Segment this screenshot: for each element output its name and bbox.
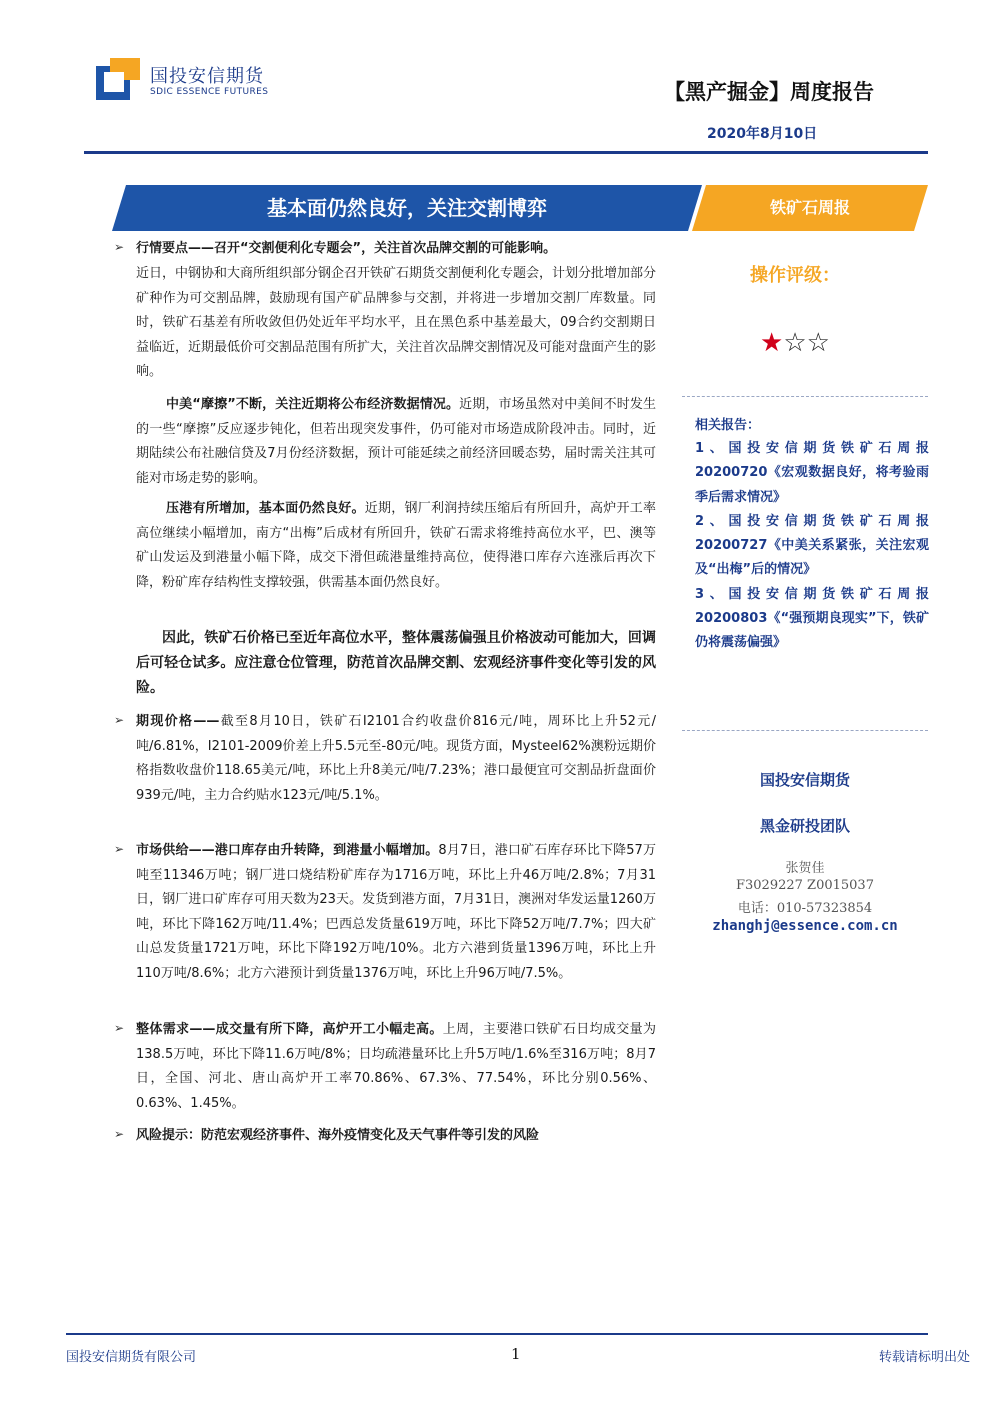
- bullet-arrow-icon: ➢: [114, 713, 125, 727]
- related-report-item: 1、国投安信期货铁矿石周报20200720《宏观数据良好，将考验雨季后需求情况》: [695, 441, 929, 505]
- analyst-email[interactable]: zhanghj@essence.com.cn: [712, 918, 898, 934]
- headline: 基本面仍然良好，关注交割博弈: [267, 196, 547, 220]
- bullet-arrow-icon: ➢: [114, 1127, 125, 1141]
- sidebar-divider: [682, 396, 928, 397]
- rating-stars: [760, 328, 830, 358]
- footer-notice: 转载请标明出处: [878, 1350, 970, 1365]
- contact-company: 国投安信期货: [759, 771, 850, 789]
- related-report-item: 2、国投安信期货铁矿石周报20200727《中美关系紧张，关注宏观及“出梅”后的情况》: [695, 513, 929, 578]
- section-fundamentals: 压港有所增加，基本面仍然良好。近期，钢厂利润持续压缩后有所回升，高炉开工率高位继续小幅增加，南方“出梅”后成材有所回升，铁矿石需求将维持高位水平，巴、澳等矿山发运及到港量小幅下降，成交下滑但疏港量维持高位，使得港口库存六连涨后再次下降，粉矿库存结构性支撑较强，供需基本面仍然良好。: [136, 501, 656, 590]
- section-risk: 风险提示：防范宏观经济事件、海外疫情变化及天气事件等引发的风险: [136, 1128, 540, 1143]
- related-reports-title: 相关报告：: [695, 418, 761, 433]
- section-demand: 整体需求——成交量有所下降，高炉开工小幅走高。上周，主要港口铁矿石日均成交量为138.5万吨，环比下降11.6万吨/8%；日均疏港量环比上升5万吨/1.6%至316万吨；8月7日，全国、河北、唐山高炉开工率70.86%、67.3%、77.54%，环比分别0.56%、0.63%、1.45%。: [136, 1022, 656, 1111]
- bullet-arrow-icon: ➢: [114, 1021, 125, 1035]
- report-title: 【黑产掘金】周度报告: [664, 80, 874, 104]
- section-supply: 市场供给——港口库存由升转降，到港量小幅增加。8月7日，港口矿石库存环比下降57万吨至11346万吨；钢厂进口烧结粉矿库存为1716万吨，环比上升46万吨/2.8%；7月31日，钢厂进口矿库存可用天数为23天。发货到港方面，7月31日，澳洲对华发运量1260万吨，环比下降162万吨/11.4%；巴西总发货量619万吨，环比下降52万吨/7.7%；四大矿山总发货量1721万吨，环比下降192万吨/10%。北方六港到货量1396万吨，环比上升110万吨/8.6%；北方六港预计到货量1376万吨，环比上升96万吨/7.5%。: [136, 843, 656, 981]
- star-empty-icon: ☆: [806, 328, 830, 358]
- star-empty-icon: ☆: [783, 328, 807, 358]
- related-report-item: 3、国投安信期货铁矿石周报20200803《“强预期良现实”下，铁矿仍将震荡偏强》: [695, 586, 929, 651]
- category-label: 铁矿石周报: [769, 198, 850, 217]
- contact-team: 黑金研投团队: [759, 817, 850, 835]
- bullet-arrow-icon: ➢: [114, 842, 125, 856]
- footer-company: 国投安信期货有限公司: [66, 1350, 197, 1365]
- logo-mark-icon: [96, 56, 142, 102]
- report-date: 2020年8月10日: [707, 126, 818, 142]
- company-logo: [96, 56, 296, 106]
- related-reports-list: [695, 437, 929, 656]
- logo-text-cn: 国投安信期货: [150, 66, 264, 87]
- section-market-highlights-title: 行情要点——召开“交割便利化专题会”，关注首次品牌交割的可能影响。: [136, 241, 557, 256]
- section-market-highlights-body: 近日，中钢协和大商所组织部分钢企召开铁矿石期货交割便利化专题会，计划分批增加部分矿种作为可交割品牌，鼓励现有国产矿品牌参与交割，并将进一步增加交割厂库数量。同时，铁矿石基差有所收敛但仍处近年平均水平，且在黑色系中基差最大，09合约交割期日益临近，近期最低价可交割品范围有所扩大，关注首次品牌交割情况及可能对盘面产生的影响。: [136, 266, 657, 379]
- footer-divider: [66, 1333, 928, 1335]
- sidebar-divider: [682, 730, 928, 731]
- rating-label: 操作评级：: [750, 265, 840, 286]
- section-prices: 期现价格——截至8月10日，铁矿石I2101合约收盘价816元/吨，周环比上升52元/吨/6.81%，I2101-2009价差上升5.5元至-80元/吨。现货方面，Mysteel62%澳粉远期价格指数收盘价118.65美元/吨，环比上升8美元/吨/7.23%；港口最便宜可交割品折盘面价939元/吨，主力合约贴水123元/吨/5.1%。: [136, 714, 656, 803]
- star-filled-icon: ★: [760, 328, 784, 358]
- header-divider: [84, 151, 928, 154]
- logo-text-en: SDIC ESSENCE FUTURES: [150, 87, 269, 97]
- page-number: 1: [511, 1345, 521, 1363]
- bullet-arrow-icon: ➢: [114, 240, 125, 254]
- section-macro: 中美“摩擦”不断，关注近期将公布经济数据情况。近期，市场虽然对中美间不时发生的一些“摩擦”反应逐步钝化，但若出现突发事件，仍可能对市场造成阶段冲击。同时，近期陆续公布社融信贷及7月份经济数据，预计可能延续之前经济回暖态势，届时需关注其可能对市场走势的影响。: [136, 397, 656, 486]
- analyst-license: F3029227 Z0015037: [736, 878, 874, 893]
- analyst-name: 张贺佳: [785, 861, 825, 876]
- section-conclusion: 因此，铁矿石价格已至近年高位水平，整体震荡偏强且价格波动可能加大，回调后可轻仓试多。应注意仓位管理，防范首次品牌交割、宏观经济事件变化等引发的风险。: [136, 630, 656, 696]
- analyst-phone: 电话：010-57323854: [737, 901, 873, 916]
